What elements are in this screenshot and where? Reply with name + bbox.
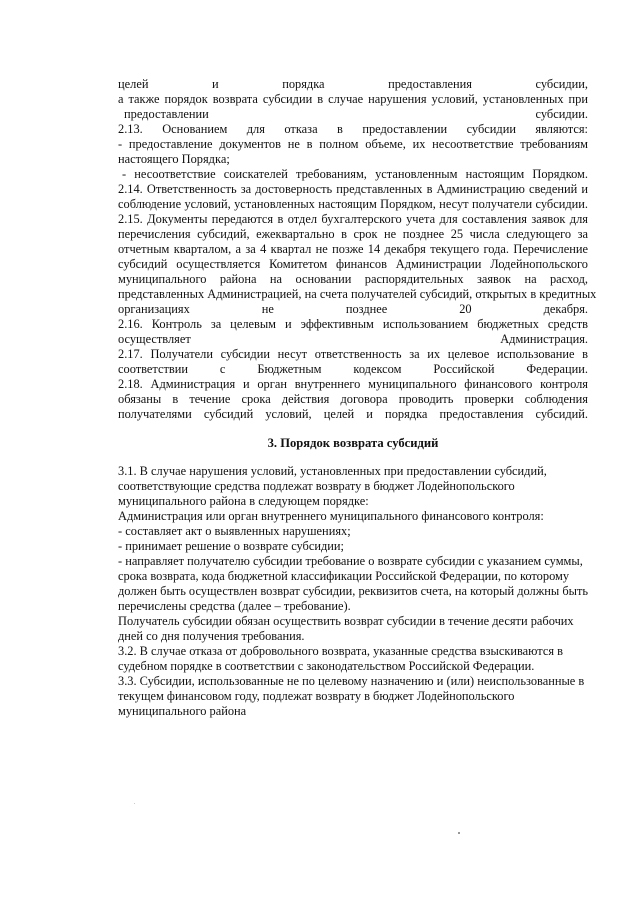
section-title: 3. Порядок возврата субсидий bbox=[267, 436, 439, 450]
text-line: 2.14. Ответственность за достоверность представленных в Администрацию сведений и bbox=[118, 182, 588, 196]
text-line: соблюдение условий, установленных настоящим Порядком, несут получатели субсидии. bbox=[118, 197, 588, 211]
text-line: целей и порядка предоставления субсидии, bbox=[118, 77, 588, 91]
text-line: 2.18. Администрация и орган внутреннего муниципального финансового контроля bbox=[118, 377, 588, 391]
text-line: осуществляет Администрация. bbox=[118, 332, 588, 346]
text-line: Администрация или орган внутреннего муниципального финансового контроля: bbox=[118, 509, 544, 523]
text-line: получателями субсидий условий, целей и порядка предоставления субсидий. bbox=[118, 407, 588, 421]
text-line: - несоответствие соискателей требованиям, установленным настоящим Порядком. bbox=[122, 167, 588, 181]
list-item: - направляет получателю субсидии требование о возврате субсидии с указанием суммы, bbox=[118, 554, 583, 568]
text-line: - предоставление документов не в полном объеме, их несоответствие требованиям bbox=[118, 137, 588, 151]
text-line: 2.16. Контроль за целевым и эффективным использованием бюджетных средств bbox=[118, 317, 588, 331]
text-line: представленных Администрацией, на счета получателей субсидий, открытых в кредитных bbox=[118, 287, 597, 301]
text-line: обязаны в течение срока действия договора проводить проверки соблюдения bbox=[118, 392, 588, 406]
text-line: муниципального района в следующем порядке: bbox=[118, 494, 369, 508]
scan-speck bbox=[134, 803, 135, 804]
text-line: судебном порядке в соответствии с законодательством Российской Федерации. bbox=[118, 659, 535, 673]
text-line: 2.17. Получатели субсидии несут ответственность за их целевое использование в bbox=[118, 347, 588, 361]
text-line: отчетным кварталом, а за 4 квартал не позже 14 декабря текущего года. Перечисление bbox=[118, 242, 588, 256]
text-line: а также порядок возврата субсидии в случае нарушения условий, установленных при bbox=[118, 92, 588, 106]
list-item: - принимает решение о возврате субсидии; bbox=[118, 539, 345, 553]
text-line: 2.15. Документы передаются в отдел бухгалтерского учета для составления заявок для bbox=[118, 212, 588, 226]
text-line: должен быть осуществлен возврат субсидии, реквизитов счета, на который должны быть bbox=[118, 584, 589, 598]
text-line: Получатель субсидии обязан осуществить возврат субсидии в течение десяти рабочих bbox=[118, 614, 574, 628]
text-line: настоящего Порядка; bbox=[118, 152, 230, 166]
text-line: 3.1. В случае нарушения условий, установленных при предоставлении субсидий, bbox=[118, 464, 547, 478]
text-line: 3.3. Субсидии, использованные не по целевому назначению и (или) неиспользованные в bbox=[118, 674, 585, 688]
list-item: - составляет акт о выявленных нарушениях; bbox=[118, 524, 351, 538]
text-line: муниципального района bbox=[118, 704, 247, 718]
text-line: перечислены средства (далее – требование). bbox=[118, 599, 351, 613]
text-line: 3.2. В случае отказа от добровольного возврата, указанные средства взыскиваются в bbox=[118, 644, 563, 658]
text-line: муниципального района на основании распорядительных заявок на расход, bbox=[118, 272, 588, 286]
text-line: срока возврата, кода бюджетной классификации Российской Федерации, по которому bbox=[118, 569, 570, 583]
scan-speck bbox=[458, 832, 460, 834]
text-line: текущем финансовом году, подлежат возврату в бюджет Лодейнопольского bbox=[118, 689, 515, 703]
text-line: дней со дня получения требования. bbox=[118, 629, 305, 643]
text-line: перечисления субсидий, ежеквартально в срок не позднее 25 числа следующего за bbox=[118, 227, 588, 241]
text-line: 2.13. Основанием для отказа в предоставлении субсидии являются: bbox=[118, 122, 588, 136]
text-line: предоставлении субсидии. bbox=[124, 107, 588, 121]
text-line: соответствующие средства подлежат возврату в бюджет Лодейнопольского bbox=[118, 479, 515, 493]
text-line: соответствии с Бюджетным кодексом Российской Федерации. bbox=[118, 362, 588, 376]
text-line: субсидий осуществляется Комитетом финансов Администрации Лодейнопольского bbox=[118, 257, 588, 271]
text-line: организациях не позднее 20 декабря. bbox=[118, 302, 588, 316]
